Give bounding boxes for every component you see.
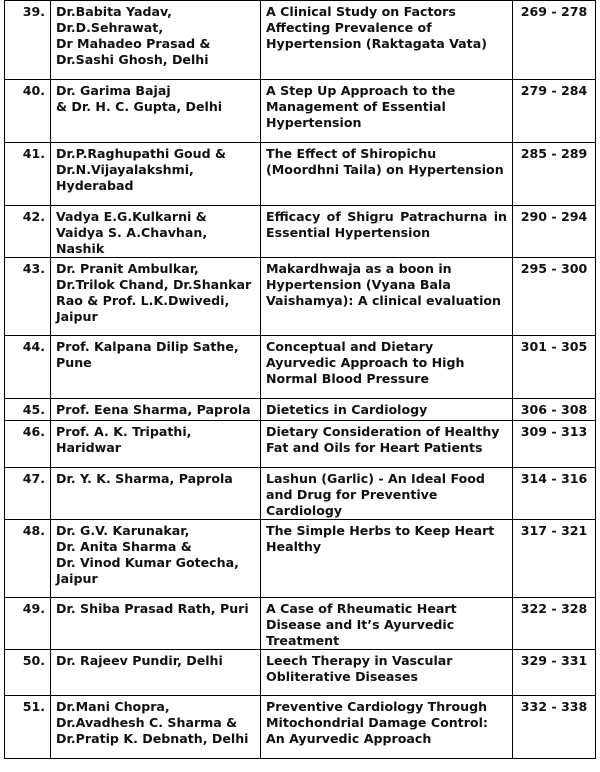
entry-number: 51. [5, 696, 51, 759]
entry-title: A Step Up Approach to the Management of Essential Hypertension [261, 80, 513, 143]
entry-title: Dietary Consideration of Healthy Fat and Oils for Heart Patients [261, 421, 513, 468]
table-row [5, 1, 596, 80]
table-row [5, 468, 596, 520]
entry-number: 47. [5, 468, 51, 520]
table-row [5, 143, 596, 206]
entry-authors: Prof. Kalpana Dilip Sathe, Pune [51, 336, 261, 399]
entry-pages: 332 - 338 [513, 696, 596, 759]
entry-pages: 285 - 289 [513, 143, 596, 206]
table-row [5, 336, 596, 399]
entry-authors: Dr. Shiba Prasad Rath, Puri [51, 598, 261, 650]
entry-title: Lashun (Garlic) - An Ideal Food and Drug for Preventive Cardiology [261, 468, 513, 520]
entry-number: 45. [5, 399, 51, 421]
entry-number: 49. [5, 598, 51, 650]
entry-number: 50. [5, 650, 51, 696]
entry-authors: Dr. Rajeev Pundir, Delhi [51, 650, 261, 696]
entry-title: A Case of Rheumatic Heart Disease and It’s Ayurvedic Treatment [261, 598, 513, 650]
entry-number: 40. [5, 80, 51, 143]
entry-authors: Dr. Y. K. Sharma, Paprola [51, 468, 261, 520]
entry-authors: Vadya E.G.Kulkarni & Vaidya S. A.Chavhan, Nashik [51, 206, 261, 258]
entry-number: 44. [5, 336, 51, 399]
entry-title: Efficacy of Shigru Patrachurna in Essential Hypertension [261, 206, 513, 258]
table-row [5, 421, 596, 468]
entry-pages: 279 - 284 [513, 80, 596, 143]
entry-pages: 322 - 328 [513, 598, 596, 650]
entry-title: Dietetics in Cardiology [261, 399, 513, 421]
entry-pages: 295 - 300 [513, 258, 596, 336]
entry-number: 43. [5, 258, 51, 336]
entry-title: Leech Therapy in Vascular Obliterative Diseases [261, 650, 513, 696]
entry-authors: Dr. Pranit Ambulkar, Dr.Trilok Chand, Dr.Shankar Rao & Prof. L.K.Dwivedi, Jaipur [51, 258, 261, 336]
table-row [5, 80, 596, 143]
table-row [5, 650, 596, 696]
entry-number: 46. [5, 421, 51, 468]
entry-pages: 306 - 308 [513, 399, 596, 421]
entry-pages: 314 - 316 [513, 468, 596, 520]
entry-authors: Dr.Mani Chopra, Dr.Avadhesh C. Sharma & Dr.Pratip K. Debnath, Delhi [51, 696, 261, 759]
entry-number: 41. [5, 143, 51, 206]
entry-title: Conceptual and Dietary Ayurvedic Approach to High Normal Blood Pressure [261, 336, 513, 399]
table-row [5, 206, 596, 258]
entry-authors: Prof. Eena Sharma, Paprola [51, 399, 261, 421]
entry-number: 48. [5, 520, 51, 598]
entry-authors: Dr.Babita Yadav, Dr.D.Sehrawat, Dr Mahadeo Prasad & Dr.Sashi Ghosh, Delhi [51, 1, 261, 80]
table-row [5, 258, 596, 336]
entry-pages: 301 - 305 [513, 336, 596, 399]
contents-table [4, 0, 596, 759]
entry-authors: Dr. G.V. Karunakar, Dr. Anita Sharma & Dr. Vinod Kumar Gotecha, Jaipur [51, 520, 261, 598]
entry-authors: Prof. A. K. Tripathi, Haridwar [51, 421, 261, 468]
entry-title: A Clinical Study on Factors Affecting Prevalence of Hypertension (Raktagata Vata) [261, 1, 513, 80]
entry-authors: Dr. Garima Bajaj & Dr. H. C. Gupta, Delhi [51, 80, 261, 143]
table-row [5, 520, 596, 598]
entry-pages: 317 - 321 [513, 520, 596, 598]
entry-pages: 269 - 278 [513, 1, 596, 80]
table-row [5, 696, 596, 759]
table-row [5, 598, 596, 650]
entry-title: Makardhwaja as a boon in Hypertension (Vyana Bala Vaishamya): A clinical evaluation [261, 258, 513, 336]
entry-title: The Simple Herbs to Keep Heart Healthy [261, 520, 513, 598]
entry-pages: 329 - 331 [513, 650, 596, 696]
entry-title: Preventive Cardiology Through Mitochondrial Damage Control: An Ayurvedic Approach [261, 696, 513, 759]
entry-number: 39. [5, 1, 51, 80]
entry-number: 42. [5, 206, 51, 258]
table-row [5, 399, 596, 421]
entry-title: The Effect of Shiropichu (Moordhni Taila) on Hypertension [261, 143, 513, 206]
entry-authors: Dr.P.Raghupathi Goud & Dr.N.Vijayalakshmi, Hyderabad [51, 143, 261, 206]
entry-pages: 309 - 313 [513, 421, 596, 468]
entry-pages: 290 - 294 [513, 206, 596, 258]
